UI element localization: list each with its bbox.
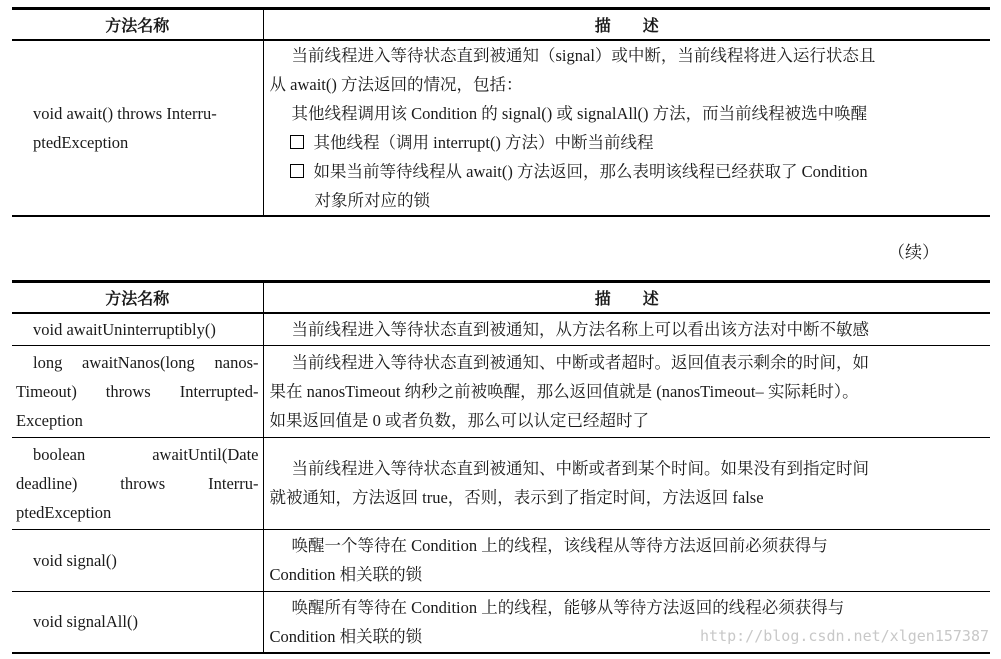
description-line: 唤醒一个等待在 Condition 上的线程，该线程从等待方法返回前必须获得与 xyxy=(291,536,828,555)
description-line: 果在 nanosTimeout 纳秒之前被唤醒，那么返回值就是 (nanosTimeout– 实际耗时）。 xyxy=(269,381,859,401)
description-line: 当前线程进入等待状态直到被通知（signal）或中断，当前线程将进入运行状态且 xyxy=(291,46,876,65)
method-name-line: Exception xyxy=(16,410,83,430)
checkbox-bullet-icon xyxy=(290,135,304,149)
table-row xyxy=(12,529,990,591)
description-cell xyxy=(263,345,990,437)
method-name-cell xyxy=(12,591,263,653)
method-name-line: void signal() xyxy=(33,550,117,570)
condition-methods-table xyxy=(12,280,990,654)
await-method-table xyxy=(12,7,990,217)
table-row xyxy=(12,313,990,345)
method-name-line: boolean awaitUntil(Date xyxy=(33,444,259,464)
description-cell xyxy=(263,529,990,591)
header-description: 描 述 xyxy=(263,9,990,41)
method-name-line: ptedException xyxy=(16,502,112,522)
header-method-name: 方法名称 xyxy=(12,282,263,314)
table-row xyxy=(12,345,990,437)
description-line: 当前线程进入等待状态直到被通知，从方法名称上可以看出该方法对中断不敏感 xyxy=(291,319,869,339)
method-name-line: deadline) throws Interru- xyxy=(16,473,259,493)
method-name-cell xyxy=(12,313,263,345)
checkbox-bullet-icon xyxy=(290,164,304,178)
description-line: 如果返回值是 0 或者负数，那么可以认定已经超时了 xyxy=(269,410,649,430)
description-line: 如果当前等待线程从 await() 方法返回，那么表明该线程已经获取了 Condition xyxy=(313,162,868,181)
table-row xyxy=(12,437,990,529)
description-line: 从 await() 方法返回的情况，包括： xyxy=(269,75,523,94)
header-row xyxy=(12,282,990,314)
method-name-cell xyxy=(12,529,263,591)
method-name-cell xyxy=(12,40,263,216)
description-line: 当前线程进入等待状态直到被通知、中断或者超时。返回值表示剩余的时间，如 xyxy=(291,352,869,372)
description-cell xyxy=(263,40,990,216)
method-name-line: void await() throws Interru- xyxy=(33,104,217,123)
method-name-line: ptedException xyxy=(33,133,129,152)
description-line: 唤醒所有等待在 Condition 上的线程，能够从等待方法返回的线程必须获得与 xyxy=(291,597,845,617)
table-row xyxy=(12,40,990,216)
header-method-name: 方法名称 xyxy=(12,9,263,41)
method-name-cell xyxy=(12,437,263,529)
description-line: 当前线程进入等待状态直到被通知、中断或者到某个时间。如果没有到指定时间 xyxy=(291,459,869,478)
method-name-cell xyxy=(12,345,263,437)
description-line: Condition 相关联的锁 xyxy=(269,565,423,584)
method-name-line: void awaitUninterruptibly() xyxy=(33,319,216,339)
description-line: Condition 相关联的锁 xyxy=(269,626,423,646)
description-line: 对象所对应的锁 xyxy=(314,191,430,210)
description-cell xyxy=(263,437,990,529)
header-row xyxy=(12,9,990,41)
description-cell xyxy=(263,313,990,345)
continued-label: （续） xyxy=(888,243,939,263)
description-line: 其他线程调用该 Condition 的 signal() 或 signalAll() 方法，而当前线程被选中唤醒 xyxy=(291,104,868,123)
header-description: 描 述 xyxy=(263,282,990,314)
watermark-url: http://blog.csdn.net/xlgen157387 xyxy=(700,627,989,645)
method-name-line: void signalAll() xyxy=(33,612,138,632)
description-line: 其他线程（调用 interrupt() 方法）中断当前线程 xyxy=(313,133,654,152)
method-name-line: long awaitNanos(long nanos- xyxy=(33,352,259,372)
method-name-line: Timeout) throws Interrupted- xyxy=(16,381,259,401)
description-line: 就被通知，方法返回 true，否则，表示到了指定时间，方法返回 false xyxy=(269,488,764,507)
